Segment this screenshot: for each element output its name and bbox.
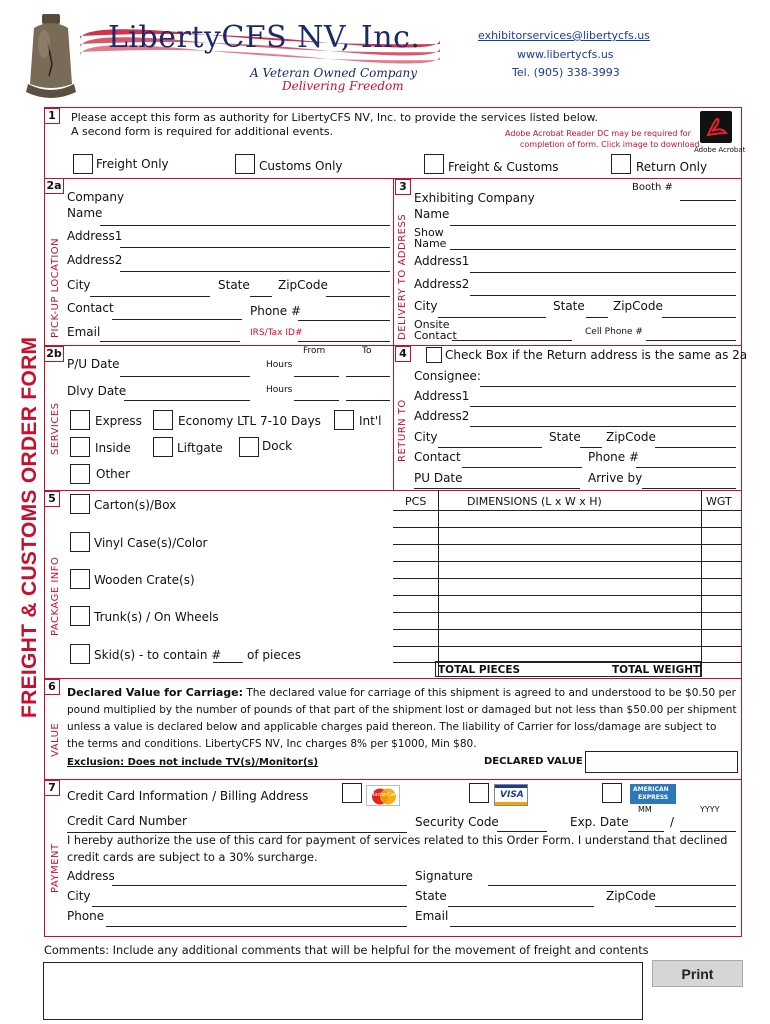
declared-value-input[interactable] — [585, 751, 738, 773]
return-only-checkbox[interactable] — [611, 154, 631, 174]
carton-checkbox[interactable] — [70, 494, 90, 514]
billing-phone-field[interactable] — [106, 926, 407, 927]
s3-zip-label: ZipCode — [613, 299, 663, 313]
amex-label-2: EXPRESS — [638, 794, 669, 801]
onsite-label-1: Onsite — [414, 318, 450, 331]
s4-address2-field[interactable] — [470, 426, 736, 427]
dlvy-to-field[interactable] — [346, 400, 390, 401]
delivery-side: DELIVERY TO ADDRESS — [397, 213, 408, 340]
liftgate-checkbox[interactable] — [153, 437, 173, 457]
billing-phone-label: Phone — [67, 909, 105, 923]
exclusion-text: Exclusion: Does not include TV(s)/Monitor(s) — [67, 757, 319, 768]
show-label-2: Name — [414, 237, 447, 250]
exp-date-label: Exp. Date — [570, 815, 629, 829]
zip-label: ZipCode — [278, 278, 328, 292]
website-link[interactable]: www.libertycfs.us — [517, 48, 614, 61]
mastercard-icon — [366, 785, 400, 806]
s4-state-field[interactable] — [580, 447, 602, 448]
acrobat-label: Adobe Acrobat — [694, 146, 746, 154]
mastercard-label: MasterCard — [370, 792, 399, 798]
email-link[interactable]: exhibitorservices@libertycfs.us — [478, 29, 650, 42]
s4-address1-label: Address1 — [414, 389, 470, 403]
package-item-2: Vinyl Case(s)/Color — [94, 536, 208, 550]
pu-from-field[interactable] — [294, 376, 339, 377]
company-label: Company — [67, 190, 125, 204]
s4-contact-field[interactable] — [462, 467, 582, 468]
contact-field[interactable] — [112, 319, 242, 320]
liftgate-label: Liftgate — [177, 441, 223, 455]
onsite-label-2: Contact — [414, 329, 457, 342]
billing-address-label: Address — [67, 869, 115, 883]
s3-address2-label: Address2 — [414, 277, 470, 291]
exp-month-field[interactable] — [628, 831, 664, 832]
pu-date-field[interactable] — [120, 376, 250, 377]
email-label: Email — [67, 325, 101, 339]
value-text-2: pound multiplied by the number of pounds of that part of the shipment lost or damaged but not less than $50.00 per shipment — [67, 704, 737, 716]
cc-number-field[interactable] — [67, 832, 407, 833]
billing-address-field[interactable] — [112, 885, 407, 886]
section-3-number: 3 — [395, 179, 411, 195]
city-label: City — [67, 278, 91, 292]
section-1-number: 1 — [44, 108, 60, 124]
dlvy-date-field[interactable] — [124, 400, 250, 401]
security-code-field[interactable] — [497, 831, 547, 832]
declared-value-label: DECLARED VALUE — [484, 756, 583, 767]
amex-icon — [630, 784, 676, 804]
zip-field[interactable] — [326, 296, 390, 297]
company-name-field[interactable] — [100, 225, 390, 226]
package-item-1: Carton(s)/Box — [94, 498, 177, 512]
s4-city-label: City — [414, 430, 438, 444]
payment-side: PAYMENT — [50, 843, 61, 893]
section-5-number: 5 — [44, 491, 60, 507]
cell-phone-field[interactable] — [646, 340, 736, 341]
pieces-label: of pieces — [247, 648, 301, 662]
pcs-header: PCS — [405, 495, 427, 508]
print-button[interactable]: Print — [652, 960, 743, 987]
arrive-by-field[interactable] — [642, 488, 736, 489]
visa-label: VISA — [500, 790, 524, 800]
show-label-1: Show — [414, 226, 444, 239]
vinyl-case-checkbox[interactable] — [70, 532, 90, 552]
taxid-label: IRS/Tax ID# — [250, 328, 303, 338]
billing-zip-label: ZipCode — [606, 889, 656, 903]
booth-label: Booth # — [632, 182, 673, 193]
s4-pu-date-field[interactable] — [414, 488, 580, 489]
visa-checkbox[interactable] — [469, 783, 489, 803]
total-pieces-label: TOTAL PIECES — [438, 664, 521, 676]
services-side: SERVICES — [50, 402, 61, 455]
express-label: Express — [95, 414, 142, 428]
pu-hours-label: Hours — [266, 360, 293, 370]
visa-icon — [494, 784, 528, 806]
state-field[interactable] — [250, 296, 272, 297]
phone-text: Tel. (905) 338-3993 — [512, 66, 620, 79]
signature-label: Signature — [415, 869, 473, 883]
address2-field[interactable] — [120, 271, 390, 272]
s3-address2-field[interactable] — [470, 295, 736, 296]
s3-city-label: City — [414, 299, 438, 313]
booth-field[interactable] — [680, 200, 736, 201]
company-logo-text: LibertyCFS NV, Inc. — [108, 20, 421, 55]
s3-state-label: State — [553, 299, 585, 313]
package-item-4: Trunk(s) / On Wheels — [94, 610, 219, 624]
address1-label: Address1 — [67, 229, 123, 243]
taxid-field[interactable] — [298, 341, 390, 342]
pu-date-label: P/U Date — [67, 357, 120, 371]
declared-value-title: Declared Value for Carriage: — [67, 686, 243, 699]
s3-address1-field[interactable] — [470, 272, 736, 273]
s4-city-field[interactable] — [438, 447, 542, 448]
other-checkbox[interactable] — [70, 464, 90, 484]
economy-checkbox[interactable] — [153, 410, 173, 430]
economy-label: Economy LTL 7-10 Days — [178, 414, 321, 428]
acrobat-note-2: completion of form. Click image to download — [520, 140, 700, 149]
cc-info-label: Credit Card Information / Billing Address — [67, 789, 309, 803]
auth-text-1: I hereby authorize the use of this card for payment of services related to this Order Form. I understand that declined — [67, 834, 728, 847]
acrobat-note-1: Adobe Acrobat Reader DC may be required for — [505, 129, 691, 138]
s3-zip-field[interactable] — [662, 317, 736, 318]
signature-field[interactable] — [488, 885, 736, 886]
pickup-location-side: PICK-UP LOCATION — [50, 237, 61, 338]
arrive-by-label: Arrive by — [588, 471, 643, 485]
state-label: State — [218, 278, 250, 292]
comments-label: Comments: Include any additional comments that will be helpful for the movement of freight and contents — [44, 944, 649, 957]
same-as-2a-checkbox[interactable] — [426, 347, 442, 363]
slogan: Delivering Freedom — [282, 79, 404, 93]
freight-only-checkbox[interactable] — [73, 154, 93, 174]
trunk-checkbox[interactable] — [70, 606, 90, 626]
exp-year-field[interactable] — [680, 831, 736, 832]
section-7-number: 7 — [44, 780, 60, 796]
section-4-number: 4 — [395, 346, 411, 362]
skid-checkbox[interactable] — [70, 644, 90, 664]
value-text-3: unless a value is declared below and applicable charges paid thereon. The liability of Carrier for loss/damage are subject to — [67, 721, 717, 733]
other-label: Other — [96, 467, 131, 481]
email-field[interactable] — [100, 341, 240, 342]
section-6-number: 6 — [44, 679, 60, 695]
freight-customs-checkbox[interactable] — [424, 154, 444, 174]
s4-phone-label: Phone # — [588, 450, 640, 464]
s4-phone-field[interactable] — [636, 467, 736, 468]
billing-state-field[interactable] — [448, 906, 594, 907]
dock-checkbox[interactable] — [239, 437, 259, 457]
s4-zip-field[interactable] — [655, 447, 736, 448]
s4-state-label: State — [549, 430, 581, 444]
s4-contact-label: Contact — [414, 450, 461, 464]
tagline: A Veteran Owned Company — [250, 66, 418, 80]
dlvy-hours-label: Hours — [266, 385, 293, 395]
value-text-1: The declared value for carriage of this shipment is agreed to and understood to be $0.50 per — [243, 687, 736, 699]
freight-customs-label: Freight & Customs — [448, 160, 559, 174]
billing-zip-field[interactable] — [655, 906, 736, 907]
customs-only-checkbox[interactable] — [235, 154, 255, 174]
billing-state-label: State — [415, 889, 447, 903]
contact-label: Contact — [67, 301, 114, 315]
cell-phone-label: Cell Phone # — [585, 327, 643, 337]
mastercard-checkbox[interactable] — [342, 783, 362, 803]
express-checkbox[interactable] — [70, 410, 90, 430]
s3-city-field[interactable] — [438, 317, 546, 318]
dimensions-table — [393, 490, 742, 677]
yyyy-label: YYYY — [700, 805, 720, 814]
s3-state-field[interactable] — [586, 317, 608, 318]
package-item-5: Skid(s) - to contain # — [94, 648, 222, 662]
form-title: FREIGHT & CUSTOMS ORDER FORM — [18, 336, 41, 718]
intl-label: Int'l — [359, 414, 382, 428]
billing-email-label: Email — [415, 909, 449, 923]
pu-to-field[interactable] — [346, 376, 390, 377]
dock-label: Dock — [262, 439, 293, 453]
auth-text-2: credit cards are subject to a 30% surcharge. — [67, 851, 318, 864]
package-item-3: Wooden Crate(s) — [94, 573, 195, 587]
wgt-header: WGT — [706, 495, 732, 508]
amex-label-1: AMERICAN — [633, 786, 669, 793]
wooden-crate-checkbox[interactable] — [70, 569, 90, 589]
consignee-label: Consignee: — [414, 369, 481, 383]
exp-slash: / — [670, 815, 675, 829]
value-text-4: the terms and conditions. LibertyCFS NV, Inc charges 8% per $1000, Min $80. — [67, 738, 477, 750]
value-side: VALUE — [50, 722, 61, 757]
s4-address2-label: Address2 — [414, 409, 470, 423]
s3-address1-label: Address1 — [414, 254, 470, 268]
cc-number-label: Credit Card Number — [67, 814, 187, 828]
address2-label: Address2 — [67, 253, 123, 267]
customs-only-label: Customs Only — [259, 159, 343, 173]
security-code-label: Security Code — [415, 815, 499, 829]
freight-only-label: Freight Only — [96, 157, 169, 171]
company-name-label: Name — [67, 206, 103, 220]
section-2a-number: 2a — [44, 178, 64, 194]
s4-zip-label: ZipCode — [606, 430, 656, 444]
amex-checkbox[interactable] — [602, 783, 622, 803]
dims-header: DIMENSIONS (L x W x H) — [467, 495, 602, 508]
address1-field[interactable] — [120, 247, 390, 248]
billing-city-label: City — [67, 889, 91, 903]
onsite-contact-field[interactable] — [452, 340, 572, 341]
total-weight-label: TOTAL WEIGHT — [612, 664, 701, 676]
phone-label: Phone # — [250, 304, 302, 318]
comments-input[interactable] — [43, 962, 643, 1020]
dlvy-from-field[interactable] — [294, 400, 339, 401]
exhibiting-name-label: Name — [414, 207, 450, 221]
exhibiting-name-field[interactable] — [450, 225, 736, 226]
show-name-field[interactable] — [450, 249, 736, 250]
s4-address1-field[interactable] — [470, 406, 736, 407]
s1-line2: A second form is required for additional events. — [71, 125, 334, 138]
to-label: To — [362, 346, 372, 356]
billing-email-field[interactable] — [450, 926, 736, 927]
inside-label: Inside — [95, 441, 131, 455]
liberty-bell-icon — [22, 14, 80, 104]
consignee-field[interactable] — [480, 386, 736, 387]
phone-field[interactable] — [298, 320, 390, 321]
s1-line1: Please accept this form as authority for LibertyCFS NV, Inc. to provide the services listed below. — [71, 111, 599, 124]
inside-checkbox[interactable] — [70, 437, 90, 457]
section-2b-number: 2b — [44, 346, 64, 362]
intl-checkbox[interactable] — [334, 410, 354, 430]
mm-label: MM — [638, 805, 652, 814]
skid-count-field[interactable] — [213, 662, 243, 663]
package-info-side: PACKAGE INFO — [50, 556, 61, 636]
acrobat-download-icon[interactable] — [700, 111, 732, 143]
billing-city-field[interactable] — [92, 906, 407, 907]
return-to-side: RETURN TO — [397, 399, 408, 462]
exhibiting-label: Exhibiting Company — [414, 191, 535, 205]
same-as-2a-label: Check Box if the Return address is the same as 2a — [445, 348, 748, 362]
return-only-label: Return Only — [636, 160, 708, 174]
declared-value-text — [67, 684, 737, 753]
city-field[interactable] — [90, 296, 210, 297]
s4-pu-date-label: PU Date — [414, 471, 463, 485]
dlvy-date-label: Dlvy Date — [67, 384, 127, 398]
from-label: From — [303, 346, 326, 356]
